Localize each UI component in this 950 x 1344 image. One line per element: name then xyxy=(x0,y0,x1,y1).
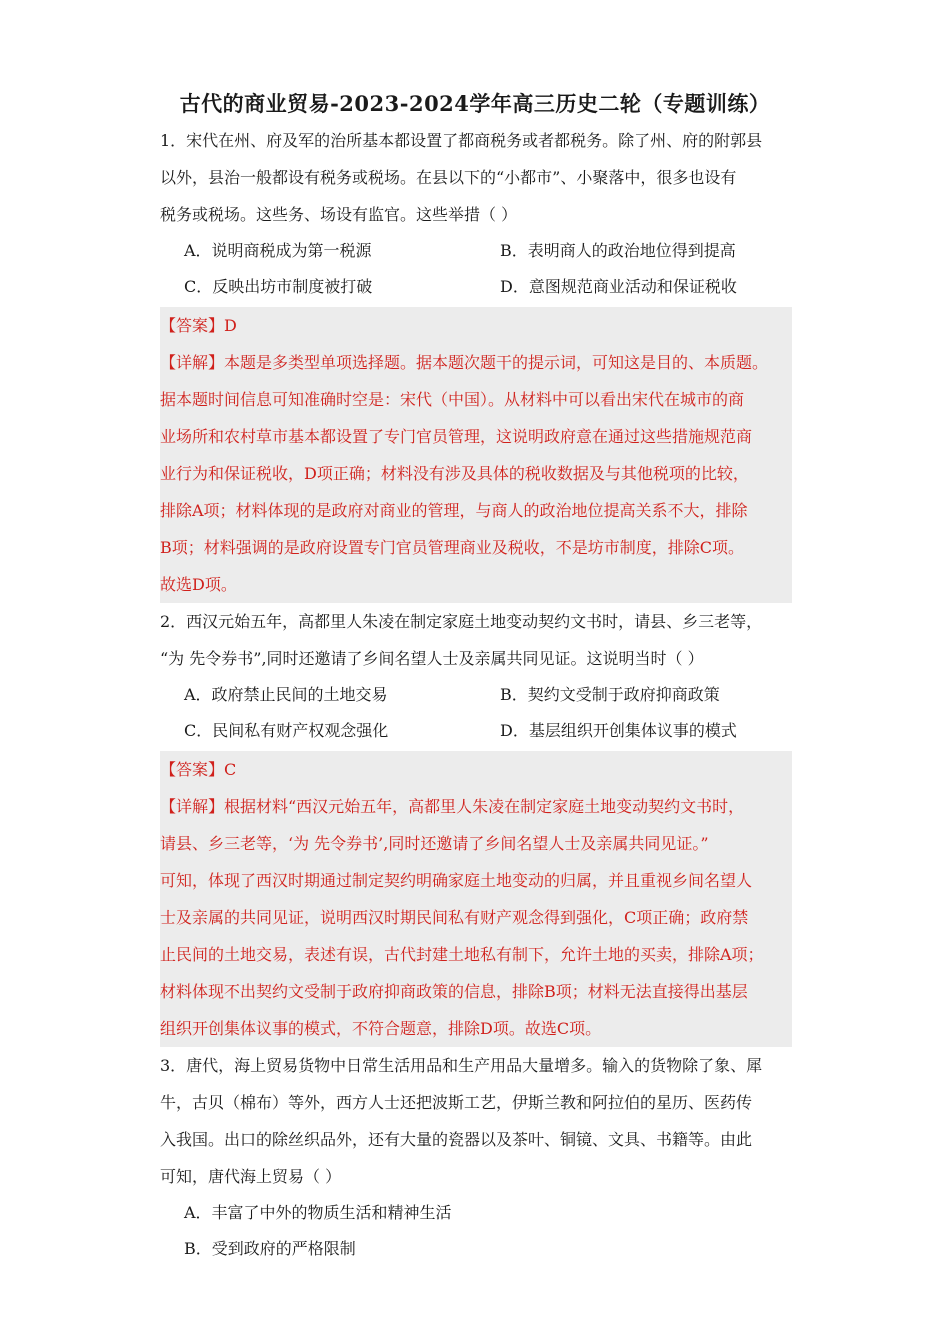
question-3 xyxy=(160,1047,792,1267)
option-c: C．反映出坊市制度被打破 xyxy=(184,277,373,296)
option-d: D．基层组织开创集体议事的模式 xyxy=(500,721,737,740)
detail-line: 据本题时间信息可知准确时空是：宋代（中国）。从材料中可以看出宋代在城市的商 xyxy=(160,390,745,409)
option-b: B．受到政府的严格限制 xyxy=(184,1239,356,1258)
answer-block xyxy=(160,751,792,1047)
question-stem-line: 1．宋代在州、府及军的治所基本都设置了都商税务或者都税务。除了州、府的附郭县 xyxy=(160,131,763,150)
option-a: A．政府禁止民间的土地交易 xyxy=(184,685,388,704)
detail-line: 业场所和农村草市基本都设置了专门官员管理，这说明政府意在通过这些措施规范商 xyxy=(160,427,753,446)
option-c: C．民间私有财产权观念强化 xyxy=(184,721,389,740)
detail-line: 士及亲属的共同见证，说明西汉时期民间私有财产观念得到强化，C项正确；政府禁 xyxy=(160,908,749,927)
option-row xyxy=(160,269,792,305)
question-stem-line: 入我国。出口的除丝织品外，还有大量的瓷器以及茶叶、铜镜、文具、书籍等。由此 xyxy=(160,1130,753,1149)
option-row xyxy=(160,233,792,269)
question-stem-line: 3．唐代，海上贸易货物中日常生活用品和生产用品大量增多。输入的货物除了象、犀 xyxy=(160,1056,763,1075)
option-b: B．表明商人的政治地位得到提高 xyxy=(500,241,736,260)
option-a: A．丰富了中外的物质生活和精神生活 xyxy=(184,1203,452,1222)
detail-line: B项；材料强调的是政府设置专门官员管理商业及税收，不是坊市制度，排除C项。 xyxy=(160,538,745,557)
option-a: A．说明商税成为第一税源 xyxy=(184,241,372,260)
answer-label: 【答案】D xyxy=(160,316,237,335)
detail-line: 可知，体现了西汉时期通过制定契约明确家庭土地变动的归属，并且重视乡间名望人 xyxy=(160,871,753,890)
detail-line: 【详解】本题是多类型单项选择题。据本题次题干的提示词，可知这是目的、本质题。 xyxy=(160,353,769,372)
question-stem-line: 税务或税场。这些务、场设有监官。这些举措（ ） xyxy=(160,205,518,224)
answer-block xyxy=(160,307,792,603)
option-d: D．意图规范商业活动和保证税收 xyxy=(500,277,737,296)
question-stem-line: 牛，古贝（棉布）等外，西方人士还把波斯工艺，伊斯兰教和阿拉伯的星历、医药传 xyxy=(160,1093,753,1112)
question-stem-line: 可知，唐代海上贸易（ ） xyxy=(160,1167,342,1186)
detail-line: 业行为和保证税收，D项正确；材料没有涉及具体的税收数据及与其他税项的比较， xyxy=(160,464,749,483)
question-1 xyxy=(160,122,792,603)
document-content xyxy=(160,122,792,1267)
question-2 xyxy=(160,603,792,1047)
option-row xyxy=(160,713,792,749)
document-title: 古代的商业贸易-2023-2024学年高三历史二轮（专题训练） xyxy=(179,91,771,116)
detail-line: 【详解】根据材料“西汉元始五年，高都里人朱凌在制定家庭土地变动契约文书时， xyxy=(160,797,745,816)
question-stem-line: 以外，县治一般都设有税务或税场。在县以下的“小都市”、小聚落中，很多也设有 xyxy=(160,168,737,187)
detail-line: 组织开创集体议事的模式，不符合题意，排除D项。故选C项。 xyxy=(160,1019,602,1038)
answer-label: 【答案】C xyxy=(160,760,237,779)
option-b: B．契约文受制于政府抑商政策 xyxy=(500,685,720,704)
option-row xyxy=(160,677,792,713)
question-stem-line: 2．西汉元始五年，高都里人朱凌在制定家庭土地变动契约文书时，请县、乡三老等， xyxy=(160,612,763,631)
question-stem-line: “为 先令券书”,同时还邀请了乡间名望人士及亲属共同见证。这说明当时（ ） xyxy=(160,649,704,668)
detail-line: 止民间的土地交易，表述有误，古代封建土地私有制下，允许土地的买卖，排除A项； xyxy=(160,945,764,964)
detail-line: 排除A项；材料体现的是政府对商业的管理，与商人的政治地位提高关系不大，排除 xyxy=(160,501,748,520)
detail-line: 材料体现不出契约文受制于政府抑商政策的信息，排除B项；材料无法直接得出基层 xyxy=(160,982,748,1001)
detail-line: 请县、乡三老等，‘为 先令券书’,同时还邀请了乡间名望人士及亲属共同见证。” xyxy=(160,834,709,853)
detail-line: 故选D项。 xyxy=(160,575,237,594)
